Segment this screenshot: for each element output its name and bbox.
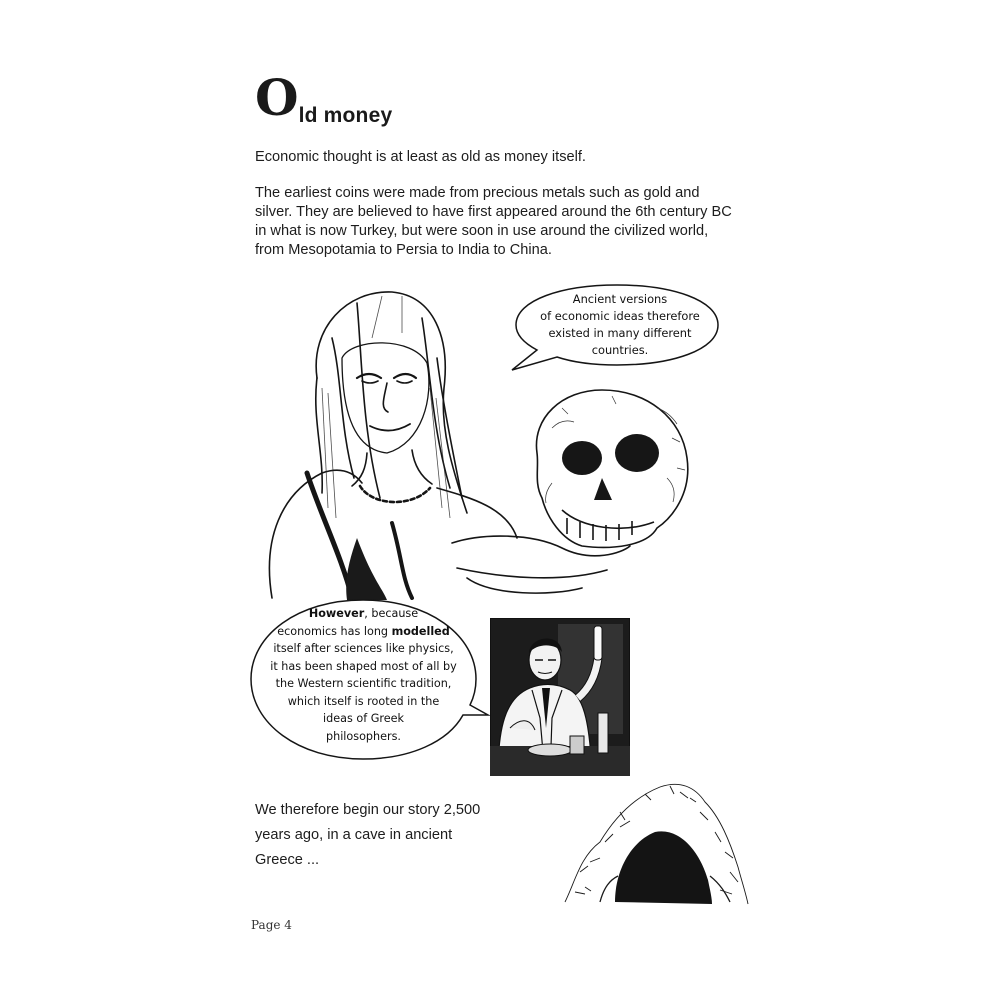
bubble-emphasis-however: However [308,607,365,620]
speech-bubble-bottom [248,597,488,767]
speech-bubble-top-text: Ancient versions of economic ideas therefore existed in many different countries. [540,292,700,357]
bubble-text-part-2: itself after sciences like physics, it has been shaped most of all by the Western scientific tradition, which itself is rooted in the ideas of Greek philosophers. [270,642,457,743]
scientist-illustration [490,618,630,776]
speech-bubble-bottom-text [266,605,461,745]
bubble-text-part-1: , because economics has long [277,607,419,638]
title-text: ld money [298,104,393,127]
cave-illustration [560,772,750,907]
bubble-emphasis-modelled: modelled [391,624,450,638]
speech-bubble-top [512,282,722,372]
coins-paragraph: The earliest coins were made from precious metals such as gold and silver. They are believed to have first appeared around the 6th century BC in what is now Turkey, but were soon in use around the civilized world, from Mesopotamia to Persia to India to China. [255,185,732,258]
page-number: Page 4 [251,918,292,932]
closing-paragraph: We therefore begin our story 2,500 years ago, in a cave in ancient Greece ... [255,802,481,868]
title-drop-cap: O [255,68,299,127]
intro-paragraph: Economic thought is at least as old as money itself. [255,149,586,165]
page-title [255,68,392,128]
